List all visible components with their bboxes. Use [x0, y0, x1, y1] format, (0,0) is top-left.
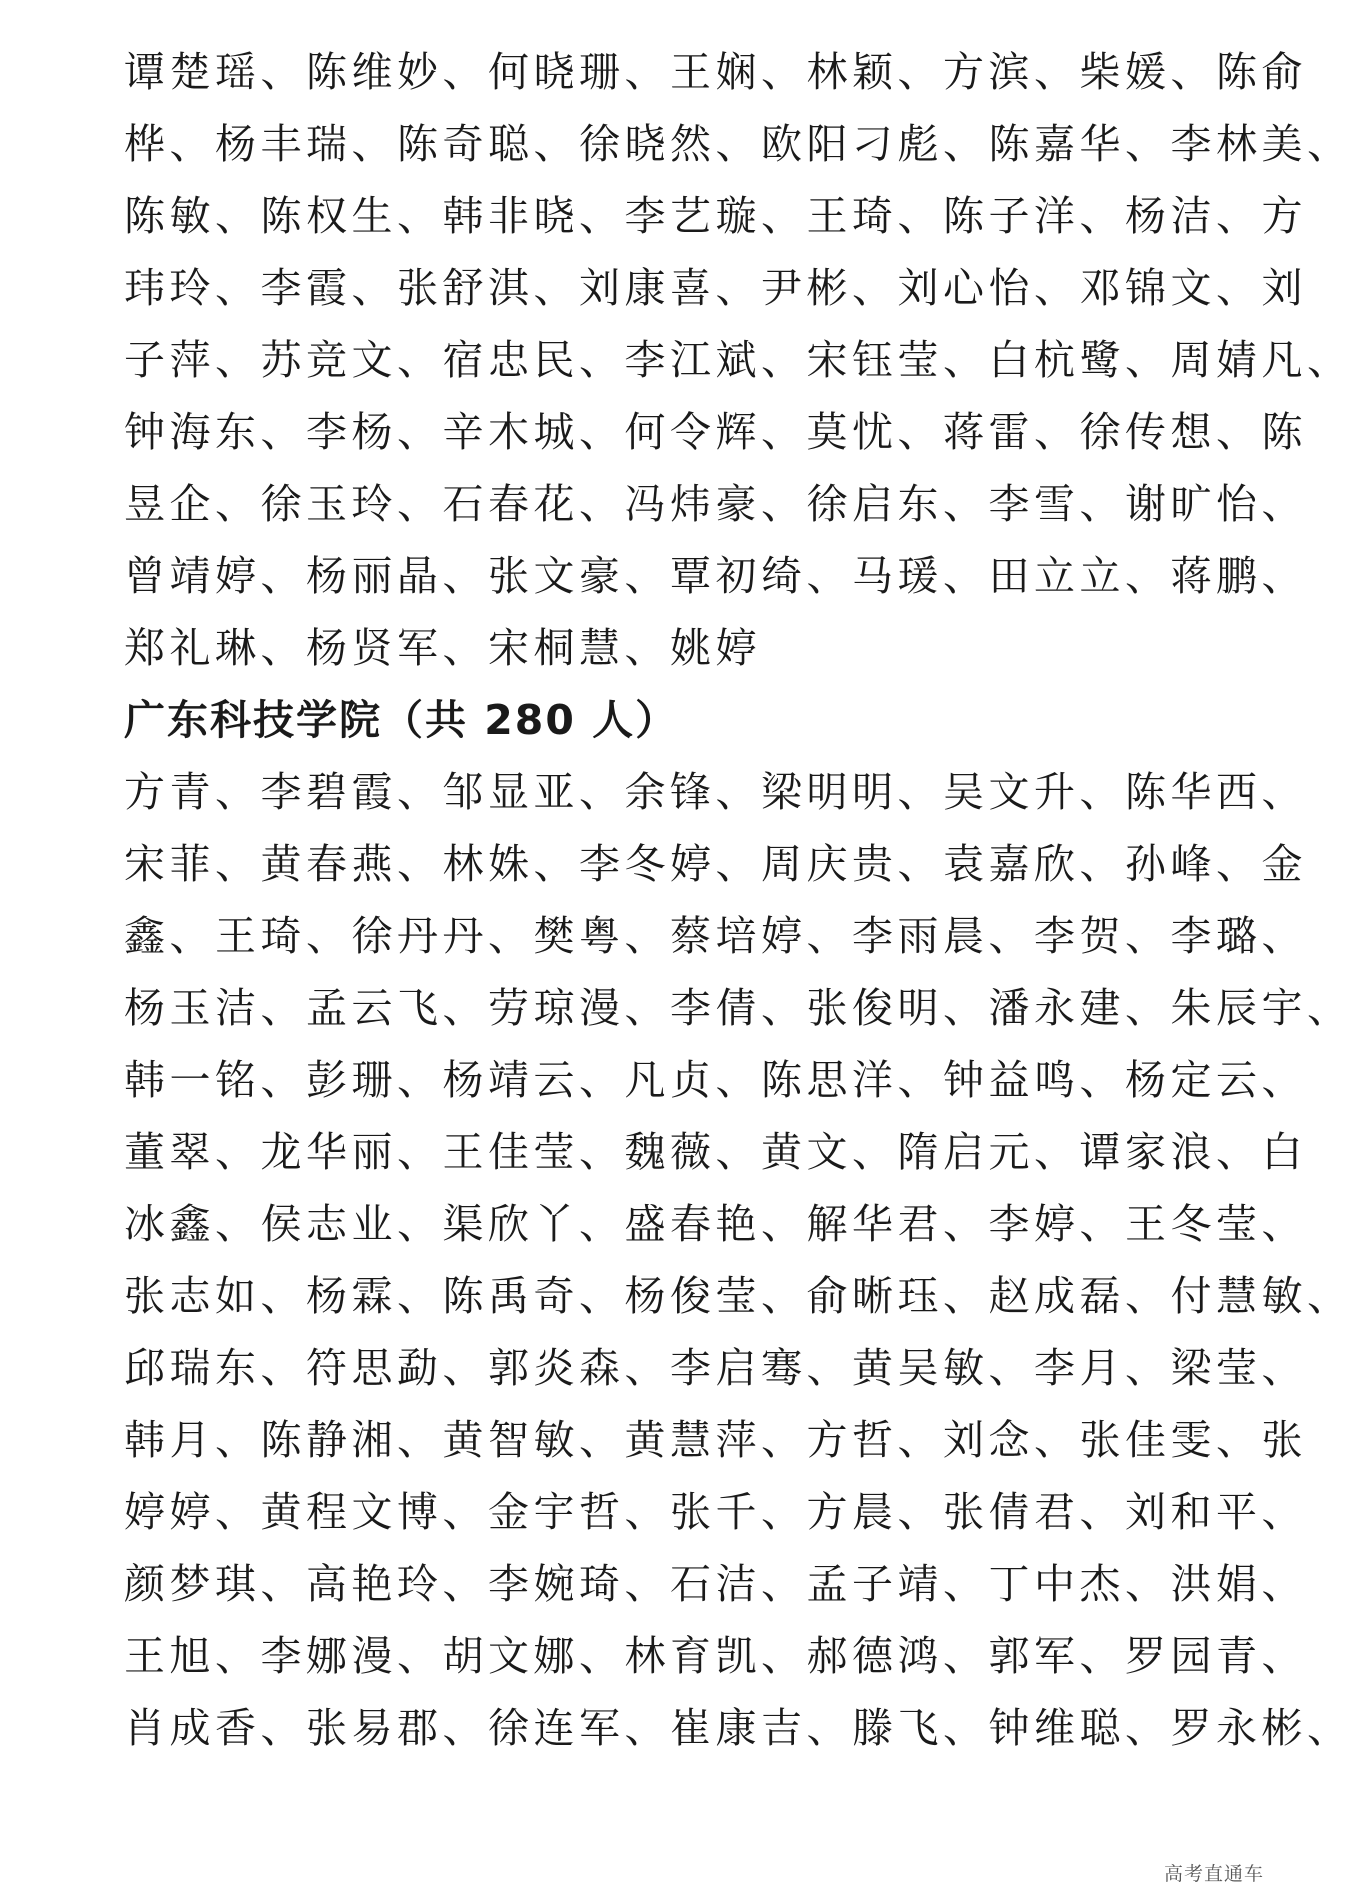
name-list-line: 陈敏、陈权生、韩非晓、李艺璇、王琦、陈子洋、杨洁、方	[124, 192, 1307, 240]
name-list-section-2	[124, 756, 1353, 1764]
name-list-line: 邱瑞东、符思勐、郭炎森、李启骞、黄吴敏、李月、梁莹、	[124, 1344, 1307, 1392]
name-list-line: 张志如、杨霖、陈禹奇、杨俊莹、俞晰珏、赵成磊、付慧敏、	[124, 1272, 1353, 1320]
document-page	[124, 36, 1353, 1764]
name-list-line: 董翠、龙华丽、王佳莹、魏薇、黄文、隋启元、谭家浪、白	[124, 1128, 1307, 1176]
name-list-line: 冰鑫、侯志业、渠欣丫、盛春艳、解华君、李婷、王冬莹、	[124, 1200, 1307, 1248]
name-list-line: 杨玉洁、孟云飞、劳琼漫、李倩、张俊明、潘永建、朱辰宇、	[124, 984, 1353, 1032]
name-list-section-1	[124, 36, 1353, 684]
name-list-line: 宋菲、黄春燕、林姝、李冬婷、周庆贵、袁嘉欣、孙峰、金	[124, 840, 1307, 888]
name-list-line: 钟海东、李杨、辛木城、何令辉、莫忧、蒋雷、徐传想、陈	[124, 408, 1307, 456]
name-list-line: 颜梦琪、高艳玲、李婉琦、石洁、孟子靖、丁中杰、洪娟、	[124, 1560, 1307, 1608]
name-list-line: 谭楚瑶、陈维妙、何晓珊、王娴、林颖、方滨、柴媛、陈俞	[124, 48, 1307, 96]
name-list-line: 郑礼琳、杨贤军、宋桐慧、姚婷	[124, 624, 761, 672]
name-list-line: 肖成香、张易郡、徐连军、崔康吉、滕飞、钟维聪、罗永彬、	[124, 1704, 1353, 1752]
section-heading: 广东科技学院（共 280 人）	[124, 696, 679, 744]
name-list-line: 鑫、王琦、徐丹丹、樊粤、蔡培婷、李雨晨、李贺、李璐、	[124, 912, 1307, 960]
name-list-line: 韩一铭、彭珊、杨靖云、凡贞、陈思洋、钟益鸣、杨定云、	[124, 1056, 1307, 1104]
name-list-line: 方青、李碧霞、邹显亚、余锋、梁明明、吴文升、陈华西、	[124, 768, 1307, 816]
name-list-line: 子萍、苏竞文、宿忠民、李江斌、宋钰莹、白杭鹭、周婧凡、	[124, 336, 1353, 384]
name-list-line: 昱企、徐玉玲、石春花、冯炜豪、徐启东、李雪、谢旷怡、	[124, 480, 1307, 528]
name-list-line: 曾靖婷、杨丽晶、张文豪、覃初绮、马瑗、田立立、蒋鹏、	[124, 552, 1307, 600]
name-list-line: 桦、杨丰瑞、陈奇聪、徐晓然、欧阳刁彪、陈嘉华、李林美、	[124, 120, 1353, 168]
name-list-line: 韩月、陈静湘、黄智敏、黄慧萍、方哲、刘念、张佳雯、张	[124, 1416, 1307, 1464]
name-list-line: 王旭、李娜漫、胡文娜、林育凯、郝德鸿、郭军、罗园青、	[124, 1632, 1307, 1680]
name-list-line: 玮玲、李霞、张舒淇、刘康喜、尹彬、刘心怡、邓锦文、刘	[124, 264, 1307, 312]
watermark-text: 高考直通车	[1163, 1863, 1264, 1885]
name-list-line: 婷婷、黄程文博、金宇哲、张千、方晨、张倩君、刘和平、	[124, 1488, 1307, 1536]
